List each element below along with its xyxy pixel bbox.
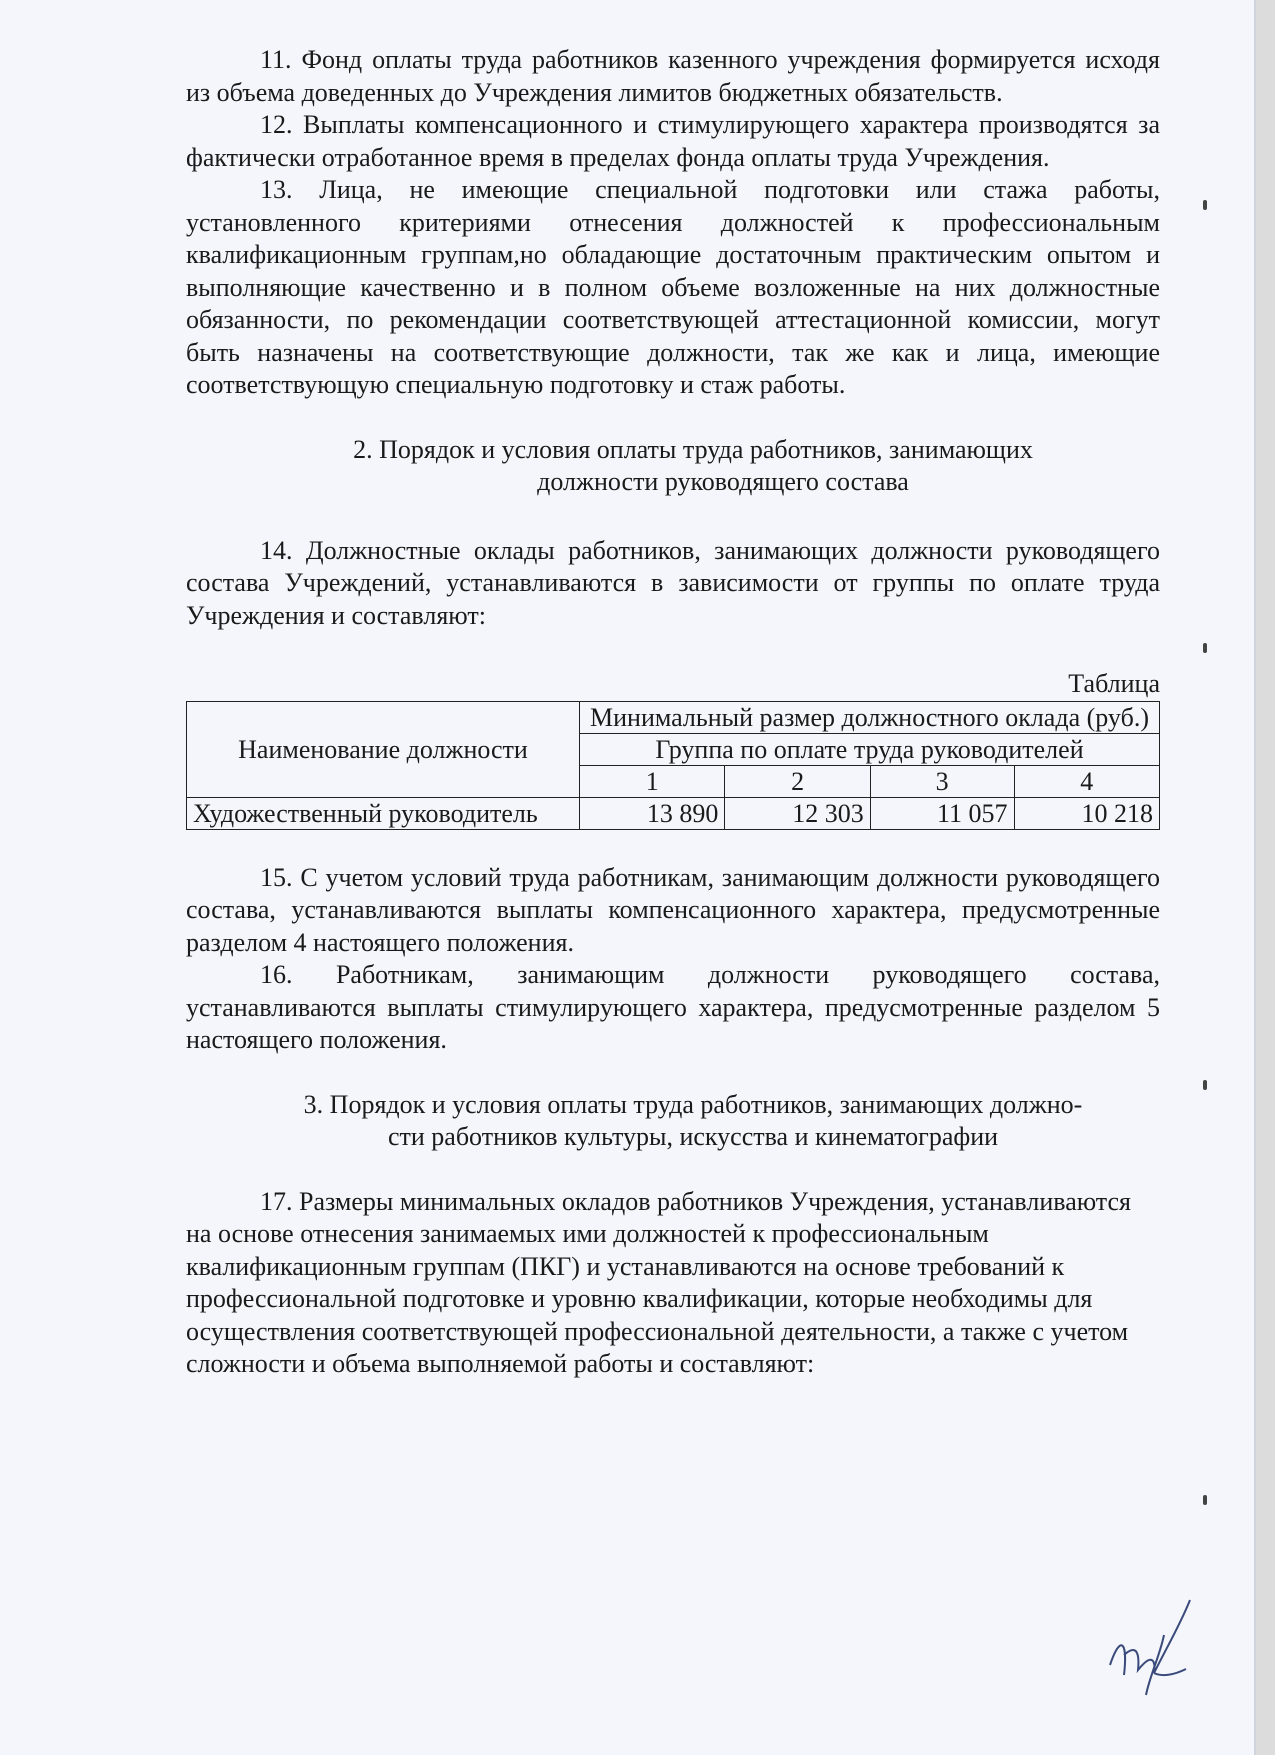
scan-mark (1203, 1495, 1207, 1505)
salary-group-4: 10 218 (1014, 797, 1159, 829)
salary-table (186, 701, 1160, 830)
group-1-header: 1 (580, 765, 725, 797)
paragraph-13: 13. Лица, не имеющие специальной подготовки или стажа работы, установленного критериями отнесения должностей к профессиональным квалификационным группам,но обладающие достаточным практическим опытом и выполняющие качественно и в полном объеме возложенные на них должностные обязанности, по рекомендации соответствующей аттестационной комиссии, могут быть назначены на соответствующие должности, так же как и лица, имеющие соответствующую специальную подготовку и стаж работы. (186, 175, 1160, 399)
group-4-header: 4 (1014, 765, 1159, 797)
document-body (186, 44, 1160, 1381)
salary-group-1: 13 890 (580, 797, 725, 829)
scan-mark (1203, 643, 1207, 653)
signature-icon (1090, 1595, 1200, 1705)
salary-group-3: 11 057 (870, 797, 1014, 829)
col-header-salary: Минимальный размер должностного оклада (руб.) (580, 701, 1160, 733)
scan-mark (1203, 1080, 1207, 1090)
group-2-header: 2 (725, 765, 870, 797)
paragraph-11: 11. Фонд оплаты труда работников казенного учреждения формируется исходя из объема доведенных до Учреждения лимитов бюджетных обязательств. (186, 45, 1160, 107)
group-3-header: 3 (870, 765, 1014, 797)
col-header-position: Наименование должности (187, 701, 580, 797)
salary-group-2: 12 303 (725, 797, 870, 829)
section-2-heading-line1: 2. Порядок и условия оплаты труда работников, занимающих (353, 434, 1033, 464)
position-name: Художественный руководитель (187, 797, 580, 829)
paragraph-17: 17. Размеры минимальных окладов работников Учреждения, устанавливаются на основе отнесения занимаемых ими должностей к профессиональным квалификационным группам (ПКГ) и устанавливаются на основе требований к профессиональной подготовке и уровню квалификации, которые необходимы для осуществления соответствующей профессиональной деятельности, а также с учетом сложности и объема выполняемой работы и составляют: (186, 1186, 1131, 1378)
paragraph-16: 16. Работникам, занимающим должности руководящего состава, устанавливаются выплаты стимулирующего характера, предусмотренные разделом 5 настоящего положения. (186, 960, 1160, 1054)
paragraph-14: 14. Должностные оклады работников, занимающих должности руководящего состава Учреждений, устанавливаются в зависимости от группы по оплате труда Учреждения и составляют: (186, 535, 1160, 630)
paragraph-12: 12. Выплаты компенсационного и стимулирующего характера производятся за фактически отработанное время в пределах фонда оплаты труда Учреждения. (186, 110, 1160, 172)
section-3-heading-line2: сти работников культуры, искусства и кинематографии (387, 1122, 999, 1151)
section-2-heading-line2: должности руководящего состава (537, 467, 909, 496)
scan-mark (1203, 200, 1207, 210)
table-row (187, 797, 1160, 829)
table-caption: Таблица (1068, 669, 1160, 698)
section-2-heading (186, 434, 1160, 499)
section-3-heading (186, 1089, 1160, 1154)
paragraph-15: 15. С учетом условий труда работникам, занимающим должности руководящего состава, устанавливаются выплаты компенсационного характера, предусмотренные разделом 4 настоящего положения. (186, 862, 1160, 957)
section-3-heading-line1: 3. Порядок и условия оплаты труда работников, занимающих должно- (303, 1089, 1083, 1119)
col-header-group: Группа по оплате труда руководителей (580, 733, 1160, 765)
